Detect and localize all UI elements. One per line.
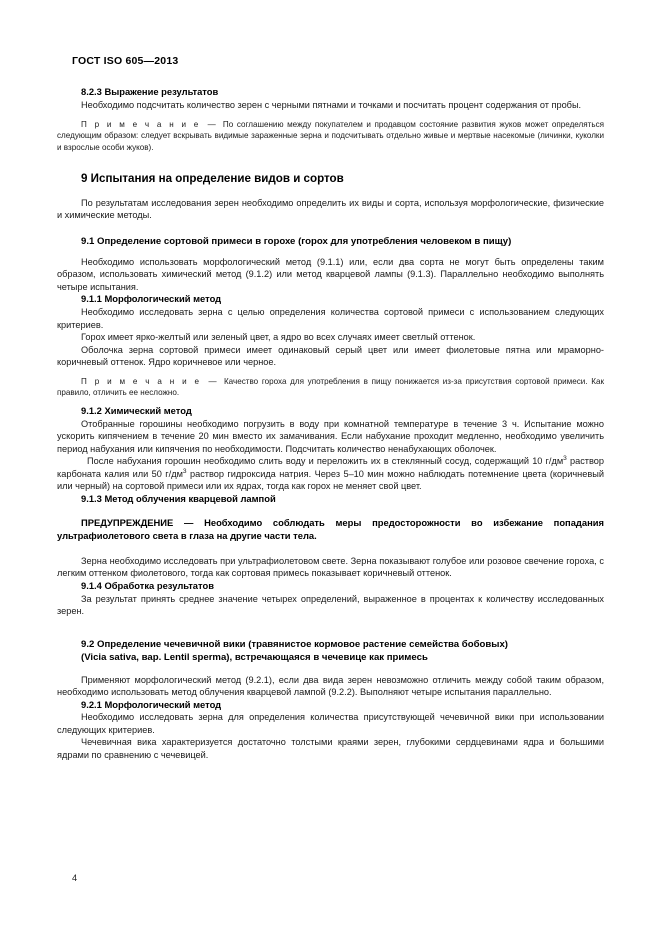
heading-9-2-line2: (Vicia sativa, вар. Lentil sperma), встречающаяся в чечевице как примесь	[81, 651, 428, 663]
heading-9-1-3: 9.1.3 Метод облучения кварцевой лампой	[81, 492, 276, 504]
paragraph-9-1-body: Необходимо использовать морфологический метод (9.1.1) или, если два сорта не могут быть определены таким образом, использовать химический метод (9.1.2) или метод кварцевой лампы (9.1.3). Параллельно необходимо выполнять четыре испытания.	[57, 256, 604, 292]
paragraph-9-1-3-body: Зерна необходимо исследовать при ультрафиолетовом свете. Зерна показывают голубое или розовое свечение гороха, с легким оттенком фиолетового, тогда как сортовая примесь показывает коричневый оттенок.	[57, 555, 604, 579]
note-dash: —	[208, 376, 217, 386]
note-label: П р и м е ч а н и е	[81, 376, 202, 386]
page-content	[57, 86, 604, 761]
warning-9-1-3: ПРЕДУПРЕЖДЕНИЕ — Необходимо соблюдать меры предосторожности во избежание попадания ультрафиолетового света в глаза на другие части тела.	[57, 516, 604, 541]
paragraph-9-2-1-p2: Чечевичная вика характеризуется достаточно толстыми краями зерен, глубокими сердцевинами ядра и большими ядрами по сравнению с чечевицей.	[57, 737, 604, 760]
note-text: По соглашению между покупателем и продавцом состояние развития жуков может определяться следующим образом: следует вскрывать видимые зараженные зерна и подсчитывать отдельно живые и мертвые насекомые (личинки, куколки и взрослые особи жуков).	[57, 120, 604, 152]
paragraph-9-2-1-p1: Необходимо исследовать зерна для определения количества присутствующей чечевичной вики при использовании следующих критериев.	[57, 712, 604, 735]
heading-9-2-1: 9.2.1 Морфологический метод	[81, 698, 222, 710]
paragraph-9-1-2-p2	[57, 455, 604, 493]
heading-9-1-4: 9.1.4 Обработка результатов	[81, 580, 214, 591]
p2-part-c: раствор гидроксида натрия. Через 5–10 мин можно наблюдать потемнение цвета (коричневый или черный) на сортовой примеси или их ядрах, тогда как горох не меняет свой цвет.	[57, 468, 604, 492]
paragraph-9-1-1-p2: Горох имеет ярко-желтый или зеленый цвет, а ядро во всех случаях имеет светлый оттенок.	[81, 332, 476, 343]
note-dash: —	[207, 120, 216, 130]
p2-part-a: После набухания горошин необходимо слить воду и переложить их в стеклянный сосуд, содержащий 10 г/дм	[87, 456, 564, 467]
paragraph-9-2-body: Применяют морфологический метод (9.2.1), если два вида зерен невозможно отличить между собой таким образом, необходимо использовать метод облучения кварцевой лампой (9.2.2). Выполняют четыре испытания параллельно.	[57, 674, 604, 698]
page-header: ГОСТ ISO 605—2013	[72, 55, 179, 67]
paragraph-9-1-2-p1: Отобранные горошины необходимо погрузить в воду при комнатной температуре в течение 3 ч. Испытание можно ускорить кипячением в течение 20 мин вместо их замачивания. Если набухание проходит медленно, необходимо увеличить период набухания или кипячения по необходимости. Подсчитать количество ненабухающих оболочек.	[57, 418, 604, 454]
paragraph-9-body: По результатам исследования зерен необходимо определить их виды и сорта, используя морфологические, физические и химические методы.	[57, 197, 604, 221]
heading-9-1-2: 9.1.2 Химический метод	[81, 405, 192, 417]
note-8-2-3	[57, 119, 604, 153]
superscript-cubic-2: 3	[182, 467, 187, 475]
page-number: 4	[72, 873, 78, 883]
paragraph-9-1-1-p3: Оболочка зерна сортовой примеси имеет одинаковый серый цвет или имеет фиолетовые пятна или мраморно-коричневый оттенок. Ядро коричневое или черное.	[57, 344, 604, 368]
heading-9-2-line1: 9.2 Определение чечевичной вики (травянистое кормовое растение семейства бобовых)	[81, 638, 508, 650]
note-9-1-1	[57, 376, 604, 398]
heading-9-1: 9.1 Определение сортовой примеси в горохе (горох для употребления человеком в пищу)	[81, 235, 512, 247]
note-label: П р и м е ч а н и е	[81, 120, 201, 130]
heading-9-1-1: 9.1.1 Морфологический метод	[81, 293, 222, 305]
heading-8-2-3: 8.2.3 Выражение результатов	[81, 86, 219, 97]
paragraph-9-1-4-body: За результат принять среднее значение четырех определений, выраженное в процентах к количеству исследованных зерен.	[57, 593, 604, 617]
paragraph-8-2-3-body: Необходимо подсчитать количество зерен с черными пятнами и точками и посчитать процент содержания от пробы.	[81, 99, 582, 110]
paragraph-9-1-1-p1: Необходимо исследовать зерна с целью определения количества сортовой примеси с использованием следующих критериев.	[57, 306, 604, 330]
superscript-cubic-1: 3	[563, 455, 567, 463]
heading-9: 9 Испытания на определение видов и сортов	[81, 171, 344, 185]
p2-part-b: раствор карбоната калия или 50 г/дм	[57, 456, 604, 479]
note-text: Качество гороха для употребления в пищу понижается из-за присутствия сортовой примеси. Как правило, отличить ее несложно.	[57, 376, 604, 397]
